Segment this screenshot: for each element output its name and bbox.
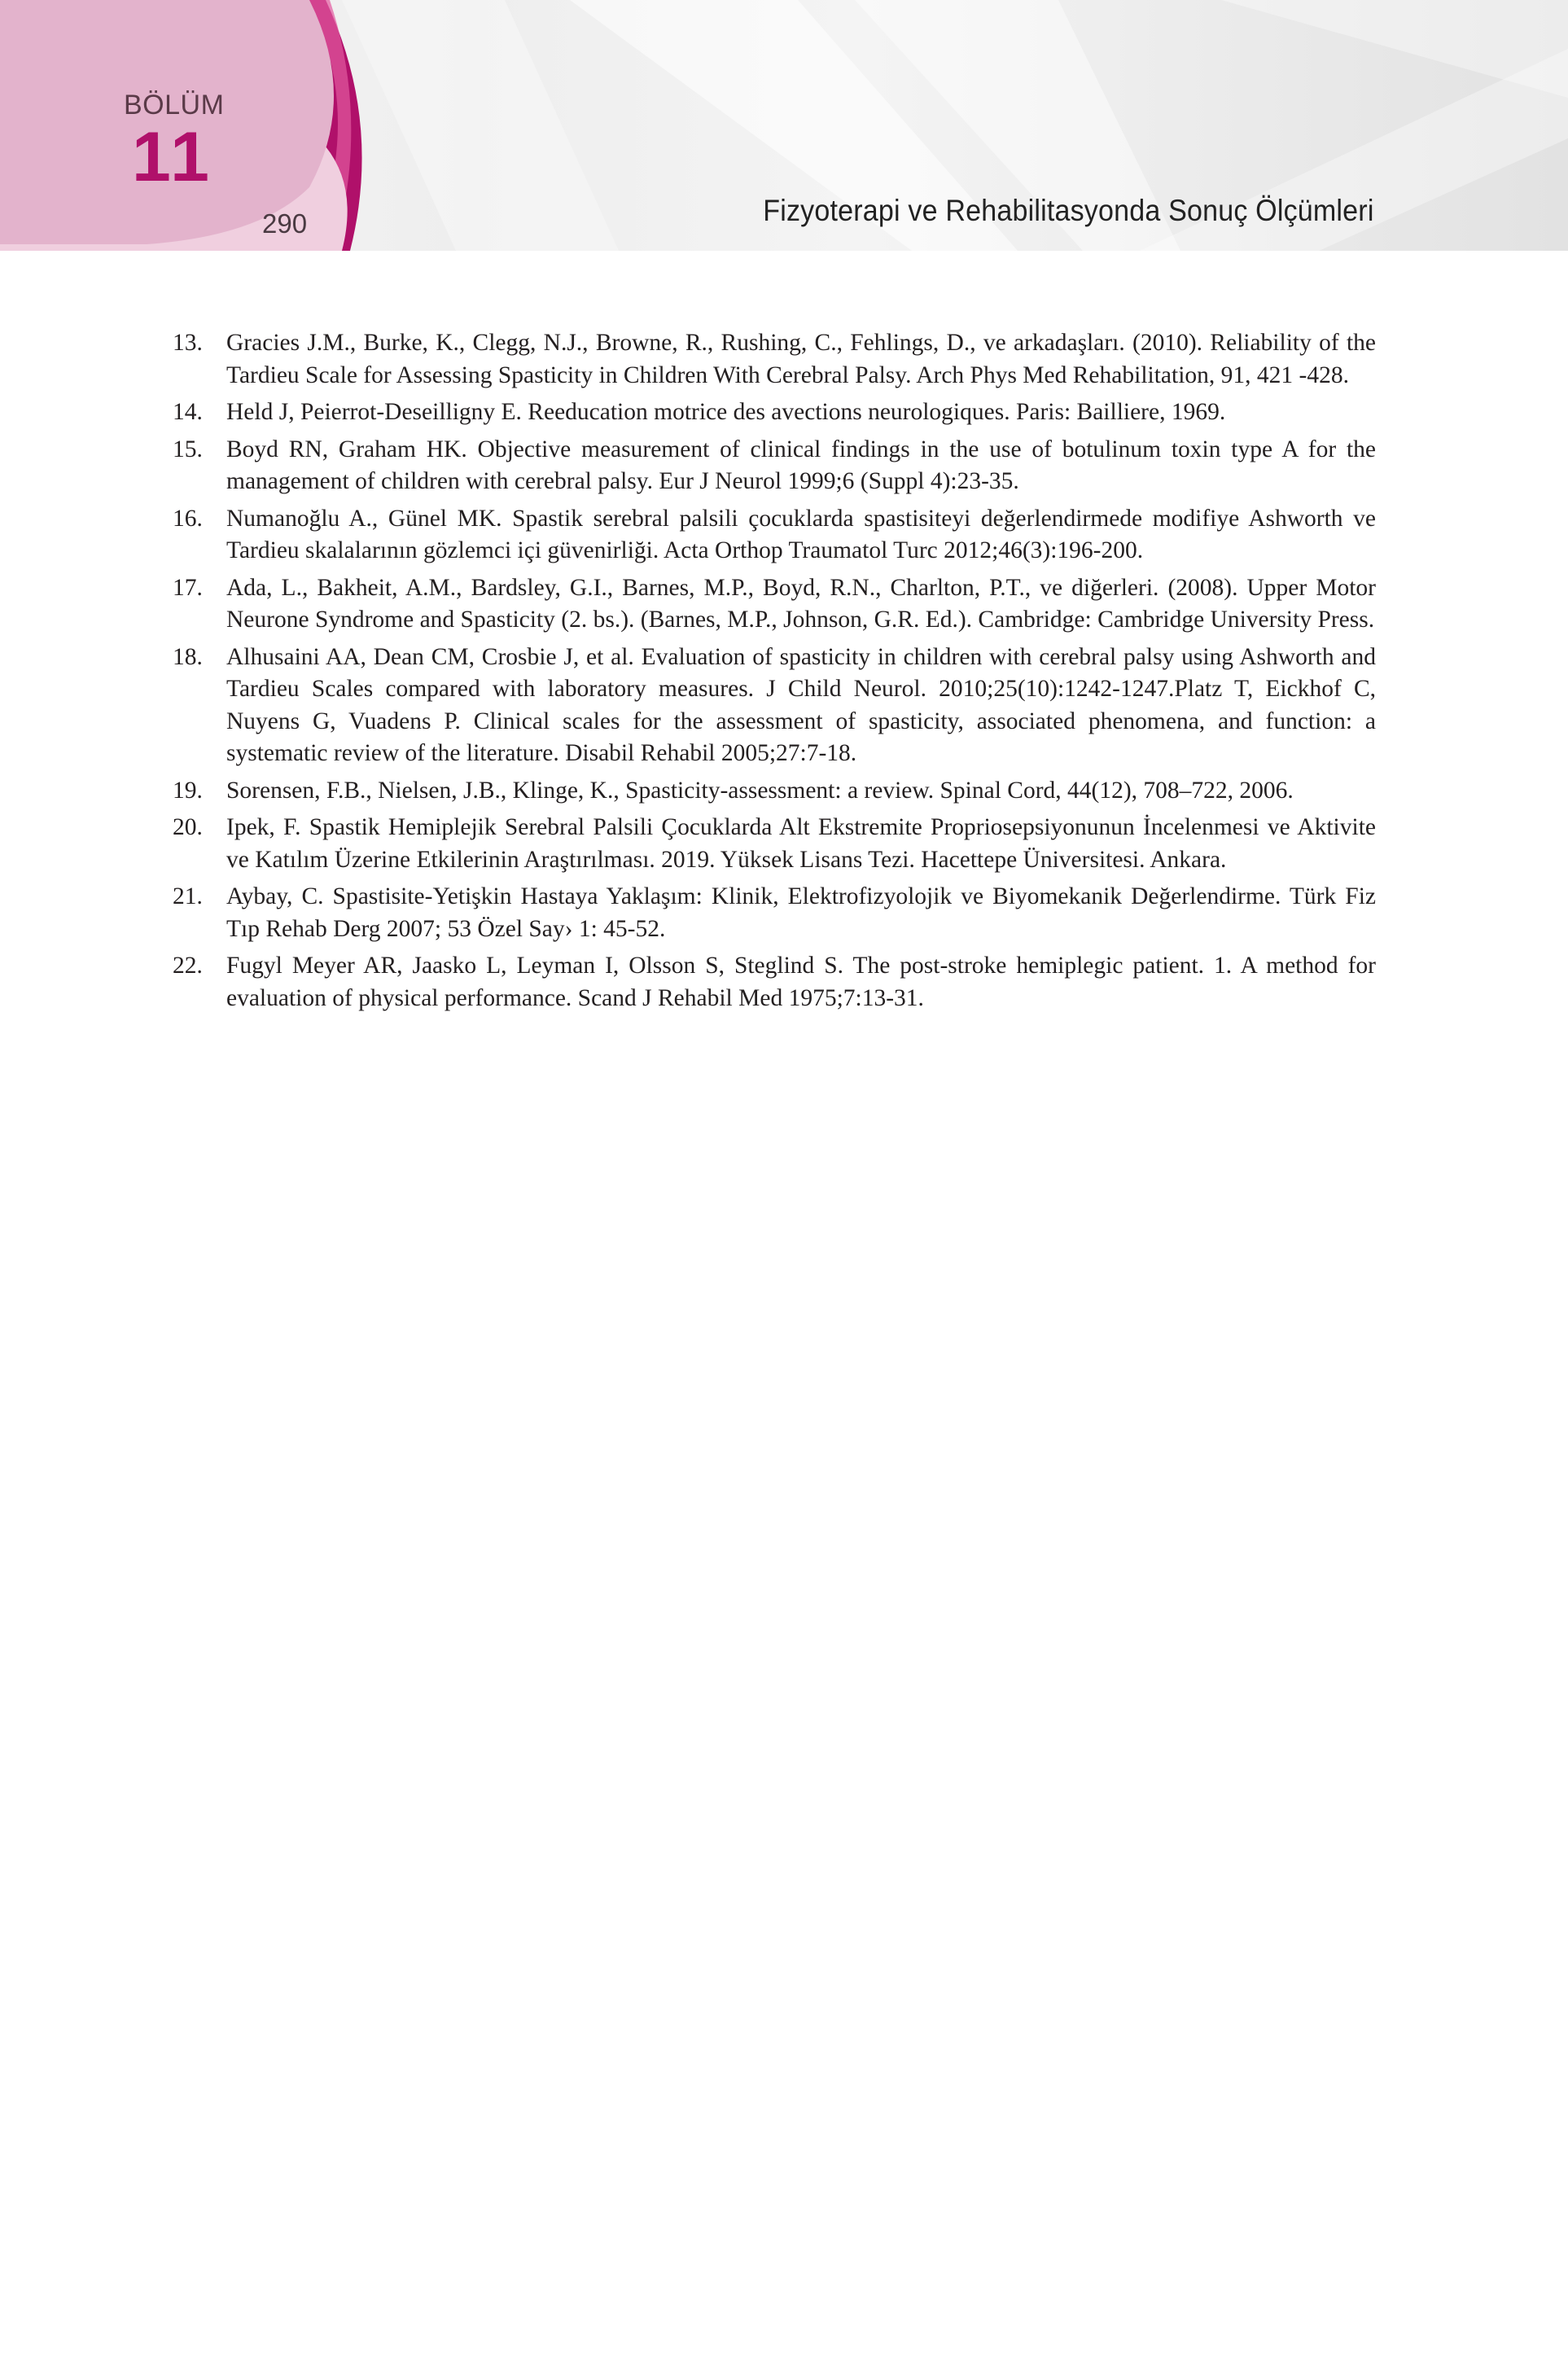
reference-number: 20. [173,814,203,840]
reference-text: Aybay, C. Spastisite-Yetişkin Hastaya Yaklaşım: Klinik, Elektrofizyolojik ve Biyomekanik Değerlendirme. Türk Fiz Tıp Rehab Derg 2007; 53 Özel Say› 1: 45-52. [226,883,1376,942]
reference-number: 16. [173,505,203,532]
chapter-label: BÖLÜM [124,90,225,120]
reference-item [173,434,1376,498]
reference-list [173,327,1376,1019]
reference-item [173,642,1376,770]
chapter-number: 11 [132,118,212,196]
reference-text: Fugyl Meyer AR, Jaasko L, Leyman I, Olsson S, Steglind S. The post-stroke hemiplegic patient. 1. A method for evaluation of physical performance. Scand J Rehabil Med 1975;7:13-31. [226,953,1376,1011]
reference-item [173,503,1376,567]
reference-number: 14. [173,399,203,425]
reference-text: Ada, L., Bakheit, A.M., Bardsley, G.I., Barnes, M.P., Boyd, R.N., Charlton, P.T., ve diğerleri. (2008). Upper Motor Neurone Syndrome and Spasticity (2. bs.). (Barnes, M.P., Johnson, G.R. Ed.). Cambridge: Cambridge University Press. [226,574,1376,633]
page-header [0,0,1568,251]
reference-item [173,881,1376,945]
reference-text: Sorensen, F.B., Nielsen, J.B., Klinge, K., Spasticity-assessment: a review. Spinal Cord, 44(12), 708–722, 2006. [226,777,1294,804]
reference-number: 18. [173,643,203,670]
reference-number: 22. [173,953,203,979]
reference-number: 17. [173,574,203,601]
reference-item [173,397,1376,429]
reference-text: Gracies J.M., Burke, K., Clegg, N.J., Browne, R., Rushing, C., Fehlings, D., ve arkadaşları. (2010). Reliability of the Tardieu Scale for Assessing Spasticity in Children With Cerebral Palsy. Arch Phys Med Rehabilitation, 91, 421 -428. [226,330,1376,388]
page-number: 290 [262,208,308,239]
reference-item [173,812,1376,876]
reference-text: Boyd RN, Graham HK. Objective measurement of clinical findings in the use of botulinum toxin type A for the management of children with cerebral palsy. Eur J Neurol 1999;6 (Suppl 4):23-35. [226,436,1376,494]
reference-text: Alhusaini AA, Dean CM, Crosbie J, et al. Evaluation of spasticity in children with cerebral palsy using Ashworth and Tardieu Scales compared with laboratory measures. J Child Neurol. 2010;25(10):1242-1247.Platz T, Eickhof C, Nuyens G, Vuadens P. Clinical scales for the assessment of spasticity, associated phenomena, and function: a systematic review of the literature. Disabil Rehabil 2005;27:7-18. [226,643,1376,766]
reference-number: 15. [173,436,203,462]
reference-text: Ipek, F. Spastik Hemiplejik Serebral Palsili Çocuklarda Alt Ekstremite Propriosepsiyonunun İncelenmesi ve Aktivite ve Katılım Üzerine Etkilerinin Araştırılması. 2019. Yüksek Lisans Tezi. Hacettepe Üniversitesi. Ankara. [226,814,1376,873]
reference-item [173,775,1376,808]
reference-number: 13. [173,330,203,356]
reference-text: Held J, Peierrot-Deseilligny E. Reeducation motrice des avections neurologiques. Paris: Bailliere, 1969. [226,399,1226,425]
reference-number: 21. [173,883,203,909]
running-title: Fizyoterapi ve Rehabilitasyonda Sonuç Ölçümleri [763,194,1374,227]
reference-text: Numanoğlu A., Günel MK. Spastik serebral palsili çocuklarda spastisiteyi değerlendirmede modifiye Ashworth ve Tardieu skalalarının gözlemci içi güvenirliği. Acta Orthop Traumatol Turc 2012;46(3):196-200. [226,505,1376,563]
reference-item [173,572,1376,637]
reference-item [173,950,1376,1014]
reference-number: 19. [173,777,203,804]
reference-item [173,327,1376,392]
